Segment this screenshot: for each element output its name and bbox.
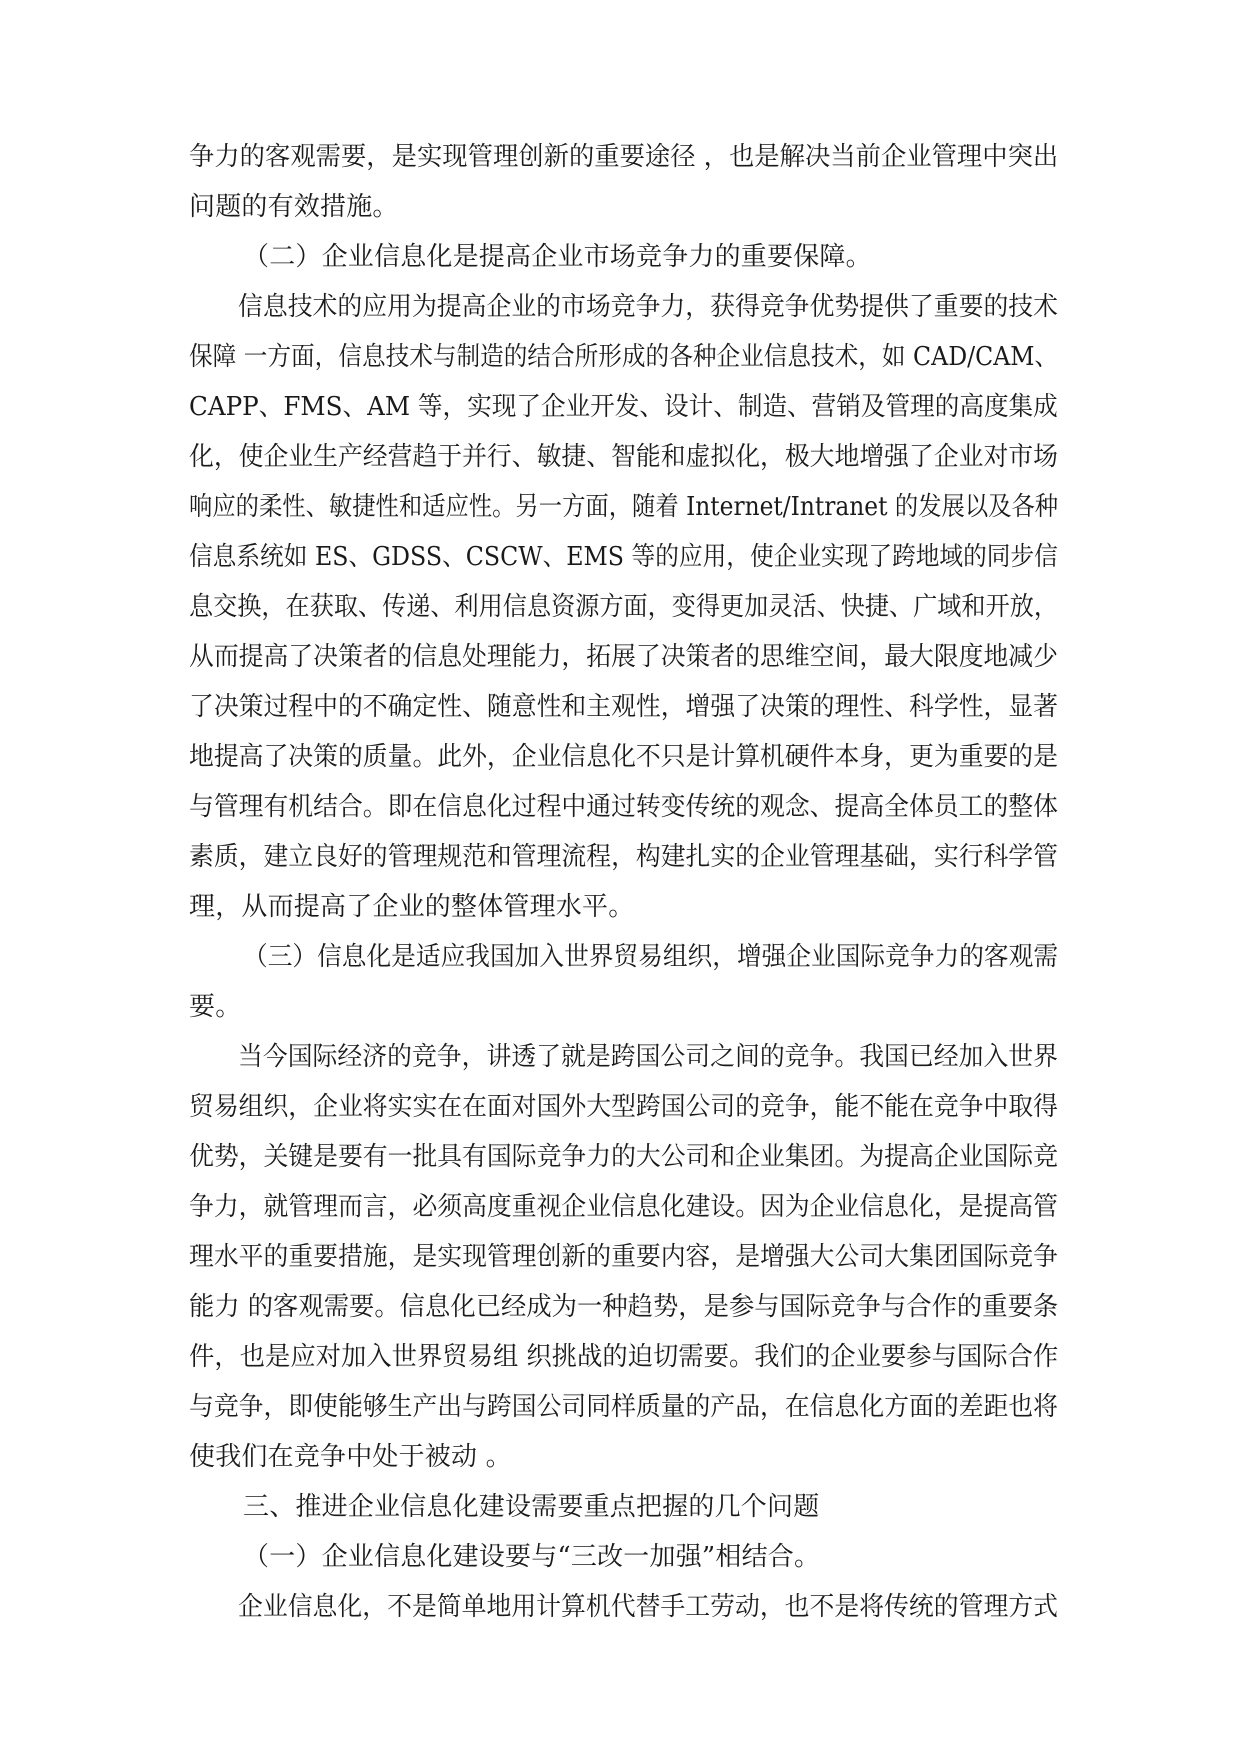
text-line: 能力 的客观需要。信息化已经成为一种趋势，是参与国际竞争与合作的重要条 [189,1292,1059,1322]
text-line: 与管理有机结合。即在信息化过程中通过转变传统的观念、提高全体员工的整体 [189,792,1058,822]
section-heading: （一）企业信息化建设要与“三改一加强”相结合。 [243,1542,821,1572]
text-line: 贸易组织，企业将实实在在面对国外大型跨国公司的竞争，能不能在竞争中取得 [189,1092,1058,1122]
text-line: 使我们在竞争中处于被动 。 [189,1442,512,1472]
text-line: 了决策过程中的不确定性、随意性和主观性，增强了决策的理性、科学性，显著 [189,692,1058,722]
text-line: 化，使企业生产经营趋于并行、敏捷、智能和虚拟化，极大地增强了企业对市场 [189,442,1058,472]
text-line: 件，也是应对加入世界贸易组 织挑战的迫切需要。我们的企业要参与国际合作 [189,1342,1059,1372]
text-line: CAPP、FMS、AM 等，实现了企业开发、设计、制造、营销及管理的高度集成 [189,392,1058,422]
text-line: 与竞争，即使能够生产出与跨国公司同样质量的产品，在信息化方面的差距也将 [189,1392,1058,1422]
text-line: 息交换，在获取、传递、利用信息资源方面，变得更加灵活、快捷、广域和开放， [189,592,1058,622]
text-line: 理水平的重要措施，是实现管理创新的重要内容，是增强大公司大集团国际竞争 [189,1242,1058,1272]
text-line: 从而提高了决策者的信息处理能力，拓展了决策者的思维空间，最大限度地减少 [189,642,1058,672]
text-line: 响应的柔性、敏捷性和适应性。另一方面，随着 Internet/Intranet 的发展以及各种 [189,492,1059,522]
text-line: 当今国际经济的竞争，讲透了就是跨国公司之间的竞争。我国已经加入世界 [238,1042,1059,1072]
text-line: 信息系统如 ES、GDSS、CSCW、EMS 等的应用，使企业实现了跨地域的同步信 [189,542,1058,572]
text-line: 要。 [189,992,242,1022]
text-line: 地提高了决策的质量。此外，企业信息化不只是计算机硬件本身，更为重要的是 [189,742,1058,772]
text-line: 企业信息化，不是简单地用计算机代替手工劳动，也不是将传统的管理方式 [238,1592,1059,1622]
section-heading: （二）企业信息化是提高企业市场竞争力的重要保障。 [243,242,872,272]
text-line: 争力，就管理而言，必须高度重视企业信息化建设。因为企业信息化，是提高管 [189,1192,1058,1222]
chapter-heading: 三、推进企业信息化建设需要重点把握的几个问题 [243,1492,820,1522]
text-line: 争力的客观需要，是实现管理创新的重要途径 ，也是解决当前企业管理中突出 [189,142,1059,172]
section-heading: （三）信息化是适应我国加入世界贸易组织，增强企业国际竞争力的客观需 [243,942,1059,972]
text-line: 保障 一方面，信息技术与制造的结合所形成的各种企业信息技术，如 CAD/CAM、 [189,342,1059,372]
text-line: 问题的有效措施。 [189,192,399,222]
text-line: 信息技术的应用为提高企业的市场竞争力，获得竞争优势提供了重要的技术 [238,292,1059,322]
text-line: 素质，建立良好的管理规范和管理流程，构建扎实的企业管理基础，实行科学管 [189,842,1058,872]
text-line: 优势，关键是要有一批具有国际竞争力的大公司和企业集团。为提高企业国际竞 [189,1142,1058,1172]
text-line: 理，从而提高了企业的整体管理水平。 [189,892,635,922]
